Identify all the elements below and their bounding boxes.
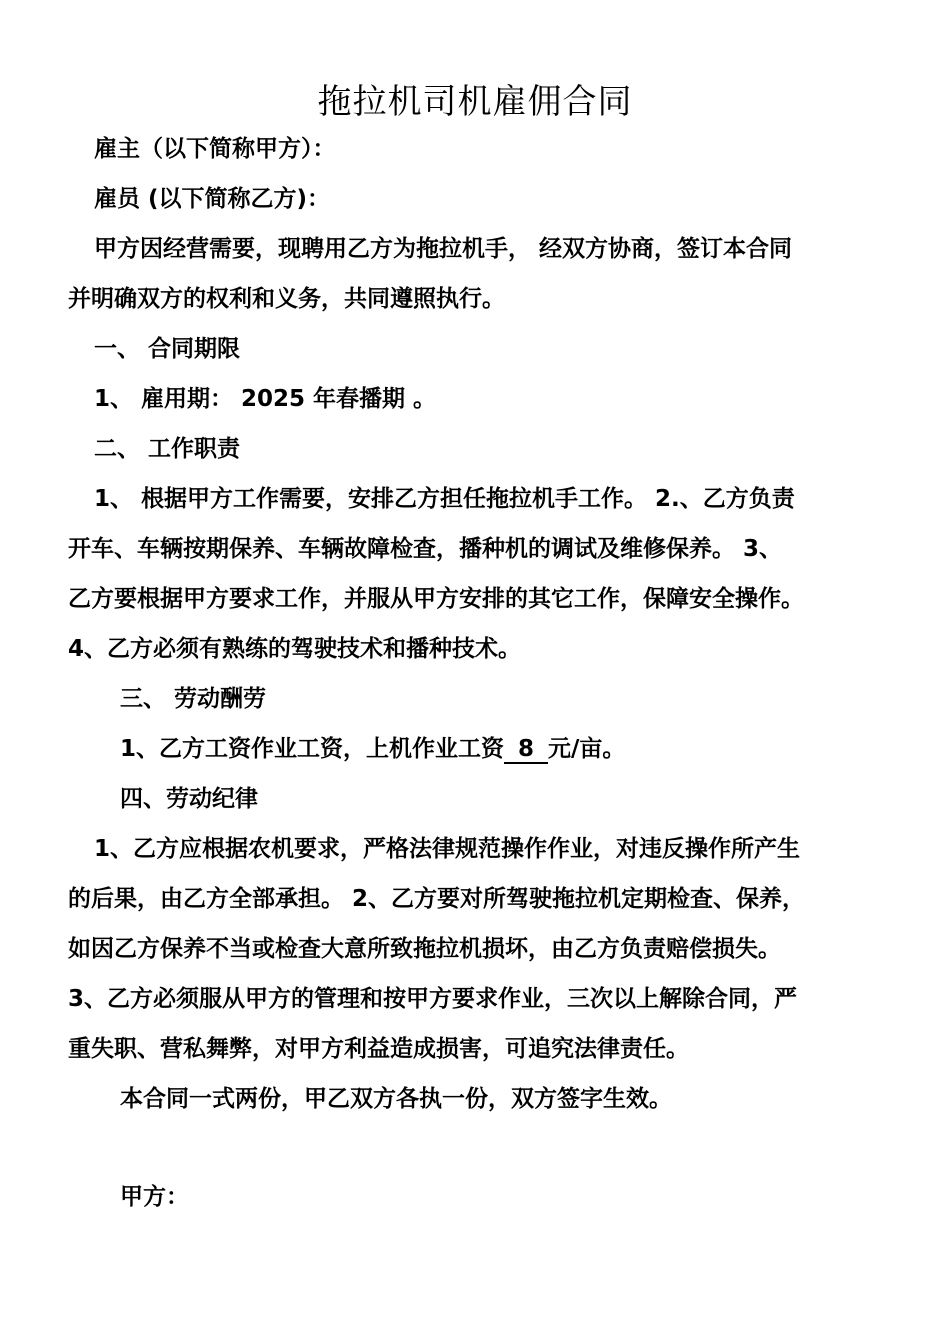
section4-line-1: 1、乙方应根据农机要求，严格法律规范操作作业，对违反操作所产生: [94, 836, 801, 862]
signature-party-a: 甲方：: [120, 1184, 189, 1210]
section2-line-3: 乙方要根据甲方要求工作，并服从甲方安排的其它工作，保障安全操作。: [68, 586, 804, 612]
section1-item1: 1、 雇用期： 2025 年春播期 。: [94, 386, 437, 412]
section4-heading: 四、劳动纪律: [120, 786, 258, 812]
wage-suffix: 元/亩。: [548, 736, 626, 762]
section4-line-2: 的后果，由乙方全部承担。 2、乙方要对所驾驶拖拉机定期检查、保养，: [68, 886, 806, 912]
wage-value: 8: [504, 736, 548, 764]
wage-prefix: 1、乙方工资作业工资，上机作业工资: [120, 736, 505, 762]
closing-line: 本合同一式两份，甲乙双方各执一份，双方签字生效。: [120, 1086, 672, 1112]
section2-heading: 二、 工作职责: [94, 436, 241, 462]
section3-heading: 三、 劳动酬劳: [120, 686, 267, 712]
section2-line-1: 1、 根据甲方工作需要，安排乙方担任拖拉机手工作。 2.、乙方负责: [94, 486, 795, 512]
section2-line-2: 开车、车辆按期保养、车辆故障检查，播种机的调试及维修保养。 3、: [68, 536, 783, 562]
employer-line: 雇主（以下简称甲方）：: [94, 136, 336, 162]
page-title: 拖拉机司机雇佣合同: [317, 82, 633, 122]
section1-heading: 一、 合同期限: [94, 336, 241, 362]
employee-line: 雇员 (以下简称乙方)：: [94, 186, 331, 212]
intro-line-1: 甲方因经营需要，现聘用乙方为拖拉机手， 经双方协商，签订本合同: [94, 236, 793, 262]
section4-line-3: 如因乙方保养不当或检查大意所致拖拉机损坏，由乙方负责赔偿损失。: [68, 936, 781, 962]
intro-line-2: 并明确双方的权利和义务，共同遵照执行。: [68, 286, 505, 312]
section2-line-4: 4、乙方必须有熟练的驾驶技术和播种技术。: [68, 636, 522, 662]
section4-line-5: 重失职、营私舞弊，对甲方利益造成损害，可追究法律责任。: [68, 1036, 689, 1062]
section3-item1: [120, 734, 625, 764]
section4-line-4: 3、乙方必须服从甲方的管理和按甲方要求作业，三次以上解除合同，严: [68, 986, 798, 1012]
